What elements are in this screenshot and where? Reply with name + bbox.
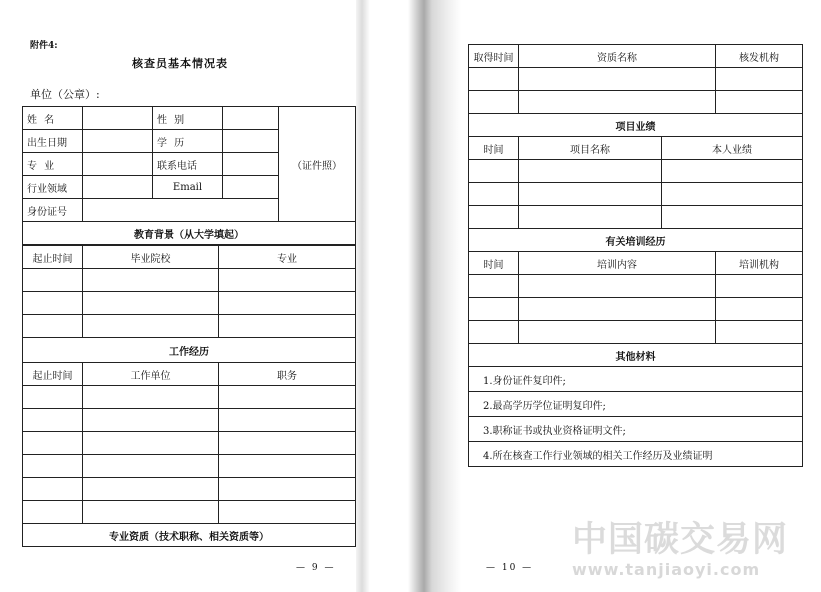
education-label: 学 历 — [153, 130, 223, 153]
training-header-time: 时间 — [469, 252, 519, 275]
table-row[interactable] — [469, 183, 803, 206]
name-label: 姓 名 — [23, 107, 83, 130]
major-value-cell[interactable] — [83, 153, 153, 176]
table-row[interactable] — [469, 298, 803, 321]
section-header-row — [23, 222, 356, 245]
table-row[interactable] — [469, 91, 803, 114]
page-number-right: — 10 — — [486, 563, 534, 573]
gender-label: 性 别 — [153, 107, 223, 130]
training-section-title: 有关培训经历 — [469, 229, 803, 252]
photo-label: （证件照） — [292, 160, 342, 172]
table-row — [23, 107, 356, 130]
birth-value-cell[interactable] — [83, 130, 153, 153]
phone-value-cell[interactable] — [223, 153, 279, 176]
work-header-employer: 工作单位 — [83, 363, 219, 386]
name-value-cell[interactable] — [83, 107, 153, 130]
other-item-4: 4.所在核查工作行业领域的相关工作经历及业绩证明 — [469, 442, 803, 467]
section-header-row — [469, 344, 803, 367]
work-header-position: 职务 — [219, 363, 356, 386]
section-header-row — [469, 114, 803, 137]
basic-info-table — [22, 106, 356, 245]
form-title: 核查员基本情况表 — [132, 57, 228, 70]
other-item-2: 2.最高学历学位证明复印件; — [469, 392, 803, 417]
qualification-section-title: 专业资质（技术职称、相关资质等） — [23, 524, 356, 547]
qual-header-date: 取得时间 — [469, 45, 519, 68]
watermark-text: 中国碳交易网 — [572, 520, 789, 560]
other-item-1: 1.身份证件复印件; — [469, 367, 803, 392]
left-page — [0, 0, 360, 592]
table-row[interactable] — [469, 275, 803, 298]
work-header-time: 起止时间 — [23, 363, 83, 386]
table-row[interactable] — [23, 315, 356, 338]
table-row[interactable] — [469, 68, 803, 91]
id-number-value-cell[interactable] — [83, 199, 279, 222]
qual-header-issuer: 核发机构 — [716, 45, 803, 68]
major-label: 专 业 — [23, 153, 83, 176]
table-header-row — [23, 363, 356, 386]
education-value-cell[interactable] — [223, 130, 279, 153]
list-item — [469, 442, 803, 467]
table-row[interactable] — [23, 269, 356, 292]
section-header-row — [23, 338, 356, 363]
list-item — [469, 417, 803, 442]
table-row[interactable] — [469, 321, 803, 344]
edu-header-time: 起止时间 — [23, 246, 83, 269]
table-row[interactable] — [469, 206, 803, 229]
other-item-3: 3.职称证书或执业资格证明文件; — [469, 417, 803, 442]
table-row[interactable] — [23, 409, 356, 432]
table-header-row — [23, 246, 356, 269]
email-label: Email — [153, 176, 223, 199]
qual-header-name: 资质名称 — [519, 45, 716, 68]
continuation-table — [468, 44, 803, 467]
project-header-name: 项目名称 — [519, 137, 662, 160]
email-value-cell[interactable] — [223, 176, 279, 199]
photo-cell[interactable] — [279, 107, 356, 222]
other-section-title: 其他材料 — [469, 344, 803, 367]
watermark-url: www.tanjiaoyi.com — [572, 560, 761, 579]
list-item — [469, 392, 803, 417]
industry-value-cell[interactable] — [83, 176, 153, 199]
training-header-content: 培训内容 — [519, 252, 716, 275]
industry-label: 行业领域 — [23, 176, 83, 199]
table-header-row — [469, 45, 803, 68]
unit-label: 单位（公章）: — [30, 88, 100, 101]
id-number-label: 身份证号 — [23, 199, 83, 222]
table-header-row — [469, 252, 803, 275]
table-row[interactable] — [23, 432, 356, 455]
table-row[interactable] — [23, 386, 356, 409]
table-row[interactable] — [23, 292, 356, 315]
table-row[interactable] — [23, 501, 356, 524]
birth-label: 出生日期 — [23, 130, 83, 153]
list-item — [469, 367, 803, 392]
section-header-row — [469, 229, 803, 252]
watermark — [572, 512, 817, 579]
gender-value-cell[interactable] — [223, 107, 279, 130]
page-number-left: — 9 — — [296, 563, 336, 573]
table-row[interactable] — [23, 478, 356, 501]
edu-header-school: 毕业院校 — [83, 246, 219, 269]
table-header-row — [469, 137, 803, 160]
attachment-label: 附件4: — [30, 41, 58, 51]
project-section-title: 项目业绩 — [469, 114, 803, 137]
work-section-title: 工作经历 — [23, 338, 356, 363]
section-header-row — [23, 524, 356, 547]
training-header-institution: 培训机构 — [716, 252, 803, 275]
book-gutter — [356, 0, 461, 592]
table-row[interactable] — [23, 455, 356, 478]
project-header-performance: 本人业绩 — [662, 137, 803, 160]
education-section-title: 教育背景（从大学填起） — [23, 222, 356, 245]
phone-label: 联系电话 — [153, 153, 223, 176]
edu-header-major: 专业 — [219, 246, 356, 269]
education-table — [22, 245, 356, 547]
table-row[interactable] — [469, 160, 803, 183]
project-header-time: 时间 — [469, 137, 519, 160]
